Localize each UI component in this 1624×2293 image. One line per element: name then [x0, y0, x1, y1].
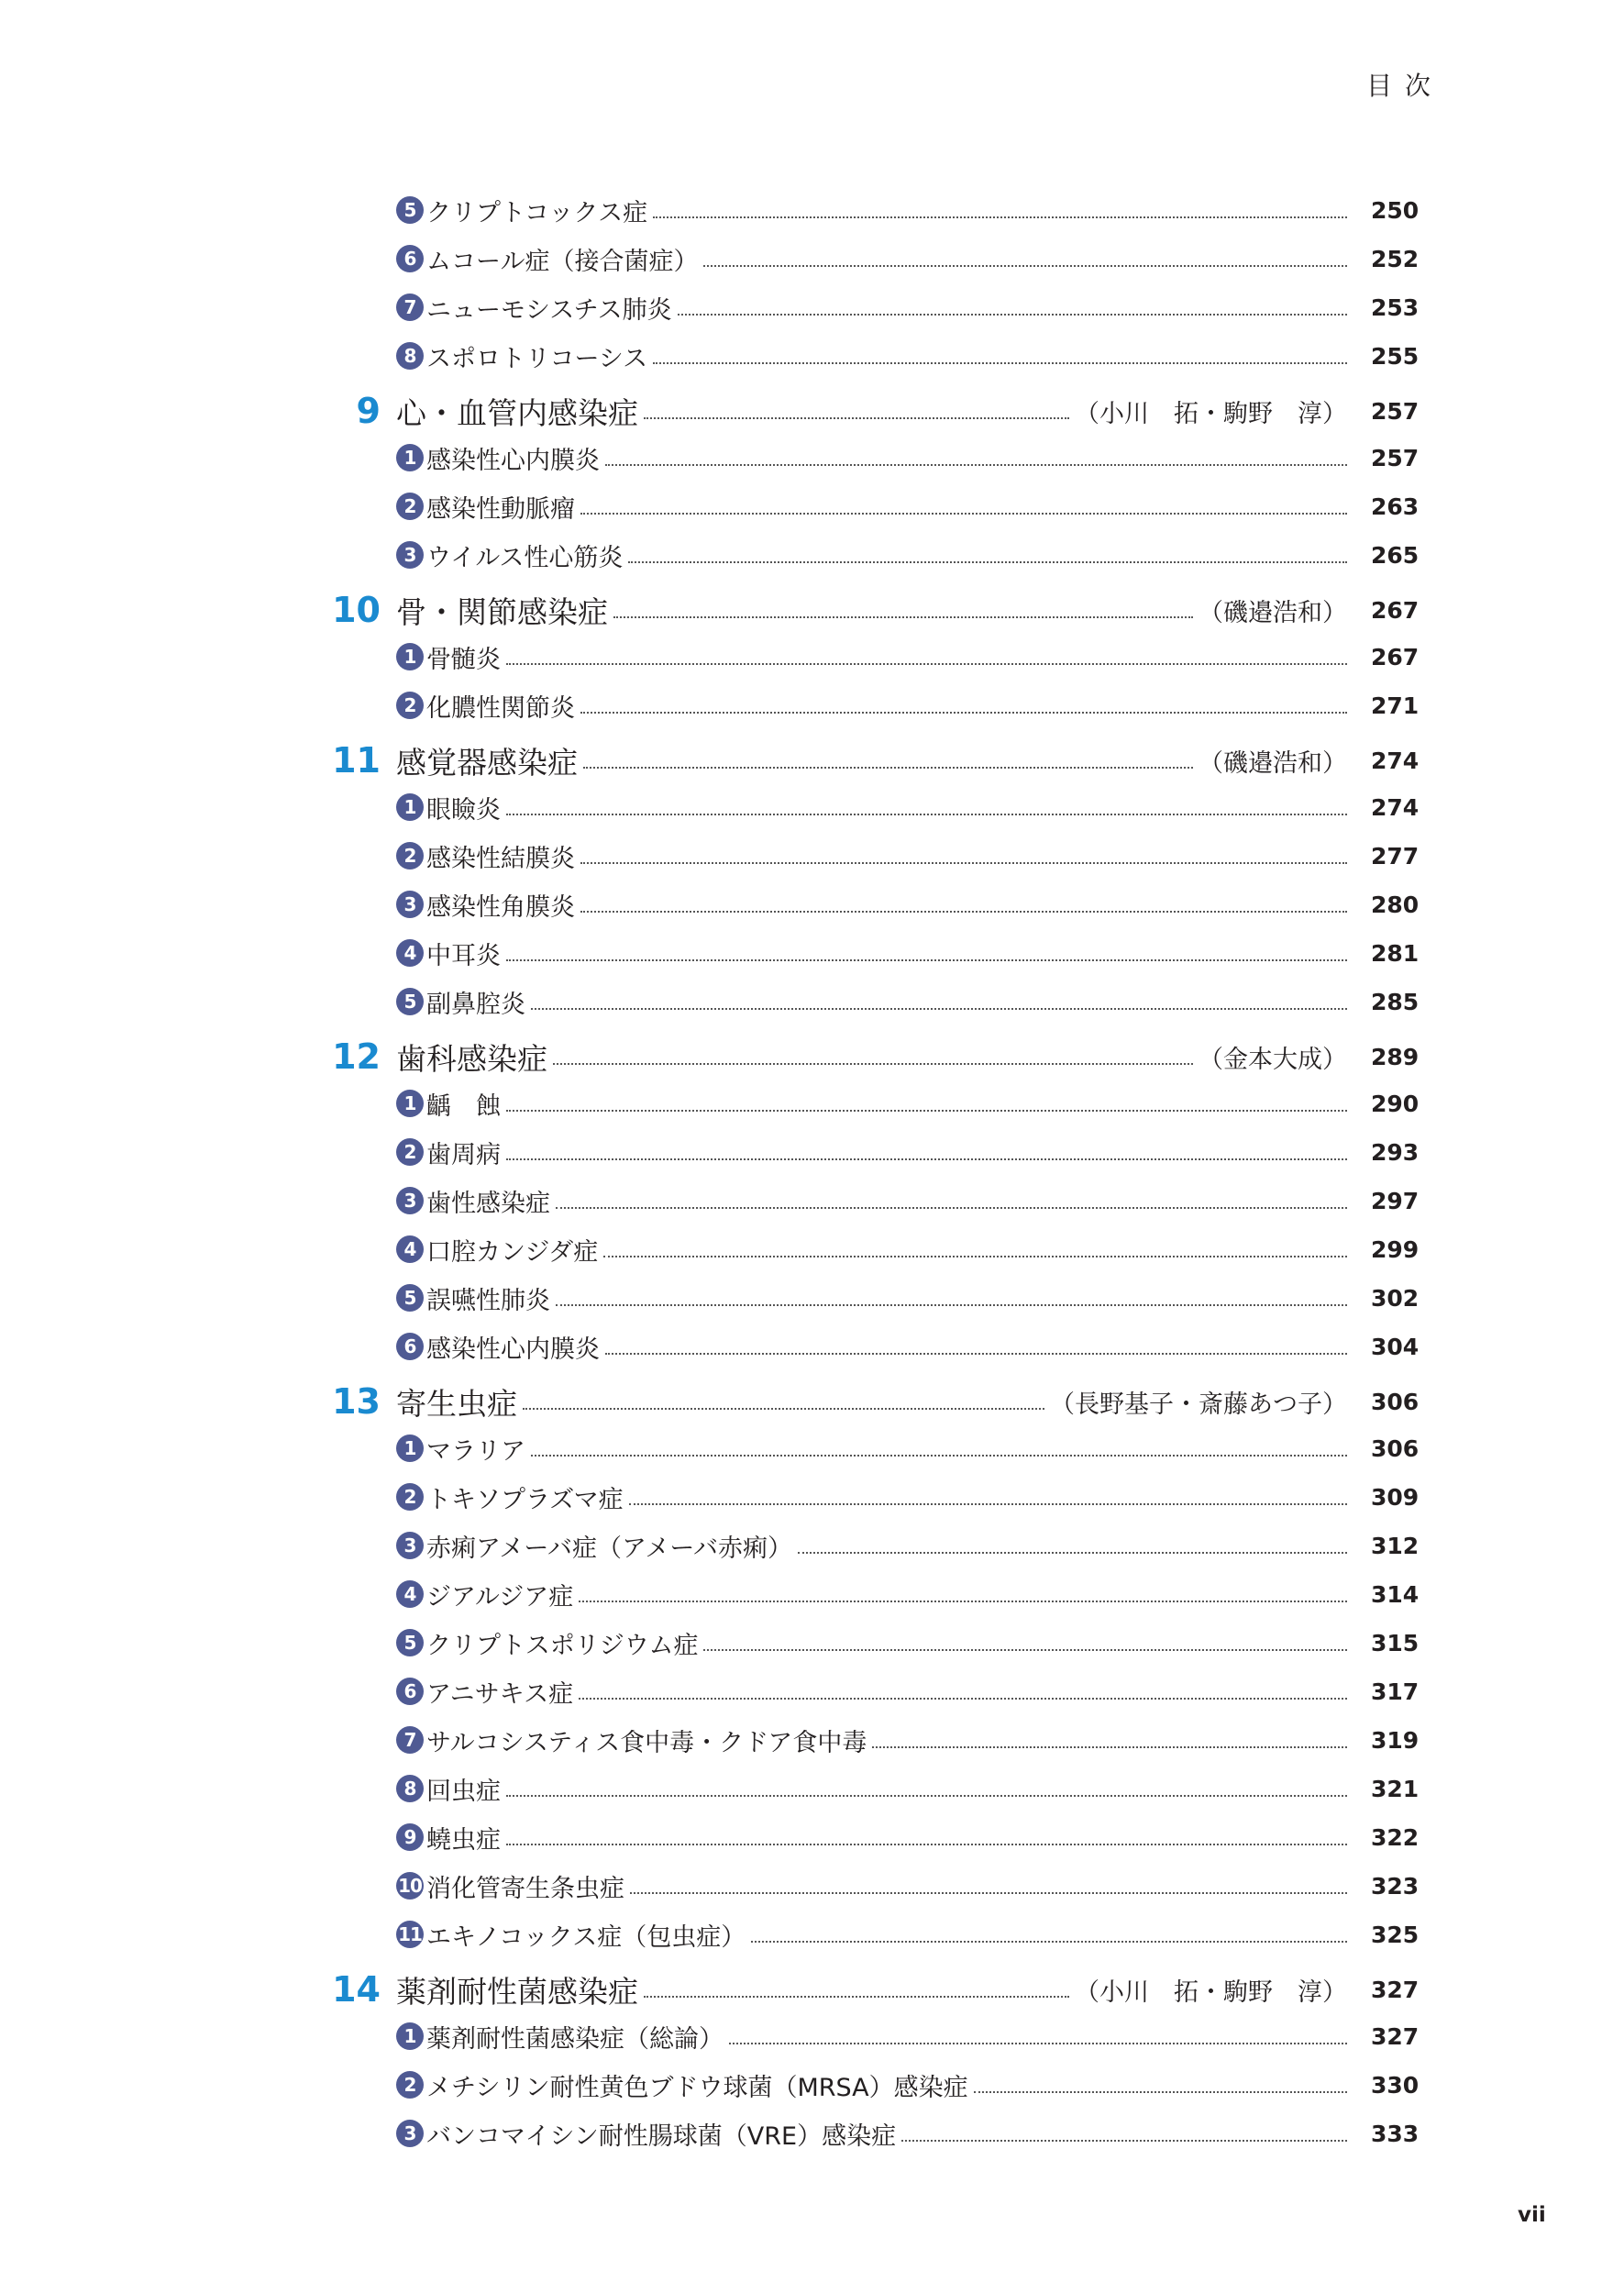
item-number-badge: 4 [396, 1235, 424, 1263]
item-title: 赤痢アメーバ症（アメーバ赤痢） [426, 1534, 793, 1563]
page-ref: 250 [1371, 196, 1420, 224]
page-ref: 290 [1371, 1090, 1420, 1117]
toc-item-row [396, 1132, 1420, 1172]
chapter-number: 14 [332, 1969, 381, 2010]
page-ref: 330 [1371, 2071, 1420, 2099]
page-ref: 267 [1371, 643, 1420, 670]
page-ref: 253 [1371, 294, 1420, 321]
chapter-number: 11 [332, 740, 381, 781]
page-ref: 312 [1371, 1532, 1420, 1559]
item-number-badge: 1 [396, 2022, 424, 2050]
page-header-title: 目次 [1366, 71, 1444, 101]
dot-leader [506, 663, 1347, 665]
toc-item-row [396, 2016, 1420, 2056]
dot-leader [506, 1158, 1347, 1160]
item-number-badge: 2 [396, 842, 424, 870]
chapter-number: 13 [332, 1381, 381, 1422]
item-number-badge: 5 [396, 1284, 424, 1312]
chapter-author: （長野基子・斎藤あつ子） [1050, 1390, 1347, 1419]
page-ref: 333 [1371, 2120, 1420, 2147]
item-number-badge: 5 [396, 988, 424, 1015]
toc-item-row [396, 1525, 1420, 1566]
page-ref: 321 [1371, 1775, 1420, 1802]
toc-item-row [396, 1817, 1420, 1857]
dot-leader [629, 1503, 1347, 1505]
dot-leader [872, 1746, 1347, 1748]
page-ref: 327 [1371, 1976, 1420, 2003]
dot-leader [605, 464, 1347, 466]
item-number-badge: 4 [396, 1580, 424, 1608]
item-number-badge: 1 [396, 793, 424, 821]
page-ref: 306 [1371, 1435, 1420, 1462]
item-number-badge: 9 [396, 1823, 424, 1851]
dot-leader [580, 911, 1347, 913]
item-number-badge: 7 [396, 1726, 424, 1754]
page-ref: 323 [1371, 1872, 1420, 1900]
dot-leader [628, 561, 1347, 563]
item-title: 歯周病 [426, 1140, 501, 1169]
item-title: ジアルジア症 [426, 1582, 574, 1612]
toc-item-row [396, 637, 1420, 677]
item-number-badge: 11 [396, 1921, 424, 1948]
chapter-number: 9 [356, 391, 381, 431]
item-title: ニューモシスチス肺炎 [426, 295, 672, 325]
page-ref: 302 [1371, 1284, 1420, 1312]
item-number-badge: 3 [396, 541, 424, 569]
dot-leader [580, 712, 1347, 714]
chapter-title: 心・血管内感染症 [396, 394, 638, 431]
item-title: エキノコックス症（包虫症） [426, 1922, 746, 1952]
item-number-badge: 2 [396, 2071, 424, 2099]
item-number-badge: 5 [396, 196, 424, 224]
item-title: 歯性感染症 [426, 1189, 550, 1218]
page-ref: 265 [1371, 541, 1420, 569]
dot-leader [613, 616, 1193, 618]
dot-leader [531, 1008, 1347, 1010]
page-ref: 257 [1371, 444, 1420, 471]
item-title: 中耳炎 [426, 941, 501, 970]
page-ref: 263 [1371, 493, 1420, 520]
page-ref: 299 [1371, 1235, 1420, 1263]
page-ref: 327 [1371, 2022, 1420, 2050]
toc-item-row [396, 1574, 1420, 1614]
item-number-badge: 3 [396, 1187, 424, 1214]
dot-leader [729, 2043, 1347, 2044]
item-title: マラリア [426, 1436, 525, 1466]
chapter-author: （小川 拓・駒野 淳） [1075, 1977, 1347, 2007]
item-title: バンコマイシン耐性腸球菌（VRE）感染症 [426, 2121, 897, 2151]
page-ref: 317 [1371, 1678, 1420, 1705]
item-number-badge: 3 [396, 2120, 424, 2147]
item-number-badge: 2 [396, 1138, 424, 1166]
item-title: スポロトリコーシス [426, 344, 648, 373]
item-number-badge: 7 [396, 294, 424, 321]
page-ref: 274 [1371, 747, 1420, 774]
dot-leader [531, 1455, 1347, 1457]
dot-leader [653, 216, 1347, 218]
page-ref: 271 [1371, 692, 1420, 719]
chapter-title: 感覚器感染症 [396, 744, 578, 781]
dot-leader [583, 767, 1193, 769]
page-ref: 293 [1371, 1138, 1420, 1166]
item-number-badge: 6 [396, 245, 424, 272]
toc-item-row [396, 1326, 1420, 1367]
dot-leader [653, 362, 1347, 364]
item-title: 消化管寄生条虫症 [426, 1874, 624, 1903]
toc-item-row [396, 1671, 1420, 1711]
toc-item-row [396, 1229, 1420, 1269]
page-ref: 252 [1371, 245, 1420, 272]
dot-leader [751, 1941, 1347, 1943]
dot-leader [974, 2091, 1347, 2093]
page-ref: 255 [1371, 342, 1420, 370]
toc-item-row [396, 287, 1420, 327]
toc-item-row [396, 438, 1420, 478]
chapter-author: （磯邉浩和） [1199, 598, 1347, 627]
item-number-badge: 4 [396, 939, 424, 967]
item-number-badge: 1 [396, 1435, 424, 1462]
item-number-badge: 1 [396, 643, 424, 670]
toc-section-row [332, 587, 1420, 633]
page-ref: 322 [1371, 1823, 1420, 1851]
dot-leader [603, 1256, 1347, 1257]
dot-leader [580, 513, 1347, 515]
item-title: 副鼻腔炎 [426, 990, 525, 1019]
item-number-badge: 2 [396, 493, 424, 520]
dot-leader [523, 1408, 1044, 1410]
toc-item-row [396, 535, 1420, 575]
toc-section-row [332, 737, 1420, 783]
item-title: サルコシスティス食中毒・クドア食中毒 [426, 1728, 867, 1757]
item-title: 化膿性関節炎 [426, 693, 575, 723]
item-number-badge: 8 [396, 342, 424, 370]
page-ref: 297 [1371, 1187, 1420, 1214]
dot-leader [553, 1063, 1193, 1065]
toc-item-row [396, 336, 1420, 376]
chapter-author: （磯邉浩和） [1199, 748, 1347, 778]
item-title: アニサキス症 [426, 1679, 574, 1709]
toc-item-row [396, 1477, 1420, 1517]
chapter-title: 骨・関節感染症 [396, 593, 608, 630]
toc-item-row [396, 787, 1420, 827]
page-ref: 257 [1371, 397, 1420, 425]
toc-item-row [396, 1428, 1420, 1468]
dot-leader [556, 1207, 1347, 1209]
item-number-badge: 3 [396, 891, 424, 918]
item-number-badge: 2 [396, 1483, 424, 1511]
toc-section-row [332, 1034, 1420, 1080]
item-title: トキソプラズマ症 [426, 1485, 624, 1514]
dot-leader [678, 314, 1347, 316]
page-ref: 315 [1371, 1629, 1420, 1656]
item-title: 感染性心内膜炎 [426, 1335, 600, 1364]
dot-leader [579, 1601, 1347, 1602]
dot-leader [644, 1996, 1069, 1998]
chapter-author: （金本大成） [1199, 1045, 1347, 1074]
item-number-badge: 1 [396, 444, 424, 471]
dot-leader [579, 1698, 1347, 1700]
dot-leader [506, 1110, 1347, 1112]
page-ref: 267 [1371, 596, 1420, 624]
dot-leader [506, 1844, 1347, 1845]
item-title: 蟯虫症 [426, 1825, 501, 1855]
page-ref: 289 [1371, 1043, 1420, 1070]
dot-leader [556, 1304, 1347, 1306]
item-number-badge: 6 [396, 1678, 424, 1705]
item-number-badge: 3 [396, 1532, 424, 1559]
toc-item-row [396, 884, 1420, 925]
page-ref: 277 [1371, 842, 1420, 870]
page-ref: 306 [1371, 1388, 1420, 1415]
toc-item-row [396, 1278, 1420, 1318]
toc-item-row [396, 238, 1420, 279]
chapter-number: 10 [332, 590, 381, 630]
toc-item-row [396, 1914, 1420, 1955]
toc-item-row [396, 981, 1420, 1022]
toc-item-row [396, 1768, 1420, 1809]
page-ref: 325 [1371, 1921, 1420, 1948]
toc-item-row [396, 190, 1420, 230]
item-title: 誤嚥性肺炎 [426, 1286, 550, 1315]
item-number-badge: 10 [396, 1872, 424, 1900]
toc-item-row [396, 1180, 1420, 1221]
dot-leader [901, 2140, 1347, 2142]
dot-leader [644, 417, 1069, 419]
item-title: ウイルス性心筋炎 [426, 543, 624, 572]
dot-leader [630, 1892, 1347, 1894]
toc-section-row [356, 388, 1420, 434]
toc-item-row [396, 836, 1420, 876]
item-title: メチシリン耐性黄色ブドウ球菌（MRSA）感染症 [426, 2073, 968, 2102]
item-number-badge: 2 [396, 692, 424, 719]
page-number: vii [1518, 2203, 1546, 2227]
page-ref: 304 [1371, 1333, 1420, 1360]
toc-item-row [396, 486, 1420, 526]
toc-item-row [396, 933, 1420, 973]
item-title: クリプトコックス症 [426, 198, 648, 227]
item-number-badge: 5 [396, 1629, 424, 1656]
chapter-title: 薬剤耐性菌感染症 [396, 1973, 638, 2010]
page-ref: 280 [1371, 891, 1420, 918]
page-ref: 281 [1371, 939, 1420, 967]
item-title: 薬剤耐性菌感染症（総論） [426, 2024, 724, 2054]
item-number-badge: 1 [396, 1090, 424, 1117]
toc-item-row [396, 1623, 1420, 1663]
dot-leader [506, 1795, 1347, 1797]
dot-leader [605, 1353, 1347, 1355]
page-ref: 274 [1371, 793, 1420, 821]
item-title: 口腔カンジダ症 [426, 1237, 599, 1267]
item-title: 齲 蝕 [426, 1091, 501, 1121]
item-title: 感染性角膜炎 [426, 892, 575, 922]
toc-item-row [396, 2065, 1420, 2105]
page-ref: 309 [1371, 1483, 1420, 1511]
item-title: 感染性心内膜炎 [426, 446, 600, 475]
chapter-title: 歯科感染症 [396, 1040, 547, 1077]
chapter-title: 寄生虫症 [396, 1385, 517, 1422]
item-title: 感染性結膜炎 [426, 844, 575, 873]
toc-item-row [396, 2113, 1420, 2154]
item-number-badge: 6 [396, 1333, 424, 1360]
page-ref: 285 [1371, 988, 1420, 1015]
dot-leader [580, 862, 1347, 864]
chapter-number: 12 [332, 1036, 381, 1077]
dot-leader [703, 1649, 1347, 1651]
item-title: ムコール症（接合菌症） [426, 247, 699, 276]
dot-leader [798, 1552, 1347, 1554]
page-ref: 319 [1371, 1726, 1420, 1754]
toc-item-row [396, 1866, 1420, 1906]
dot-leader [703, 265, 1347, 267]
toc-section-row [332, 1966, 1420, 2012]
dot-leader [506, 814, 1347, 815]
toc-section-row [332, 1379, 1420, 1424]
item-number-badge: 8 [396, 1775, 424, 1802]
item-title: 感染性動脈瘤 [426, 494, 575, 524]
toc-item-row [396, 685, 1420, 726]
item-title: 骨髄炎 [426, 645, 501, 674]
dot-leader [506, 959, 1347, 961]
item-title: 回虫症 [426, 1777, 501, 1806]
toc-item-row [396, 1083, 1420, 1124]
item-title: クリプトスポリジウム症 [426, 1631, 699, 1660]
page-ref: 314 [1371, 1580, 1420, 1608]
item-title: 眼瞼炎 [426, 795, 501, 825]
toc-item-row [396, 1720, 1420, 1760]
chapter-author: （小川 拓・駒野 淳） [1075, 399, 1347, 428]
